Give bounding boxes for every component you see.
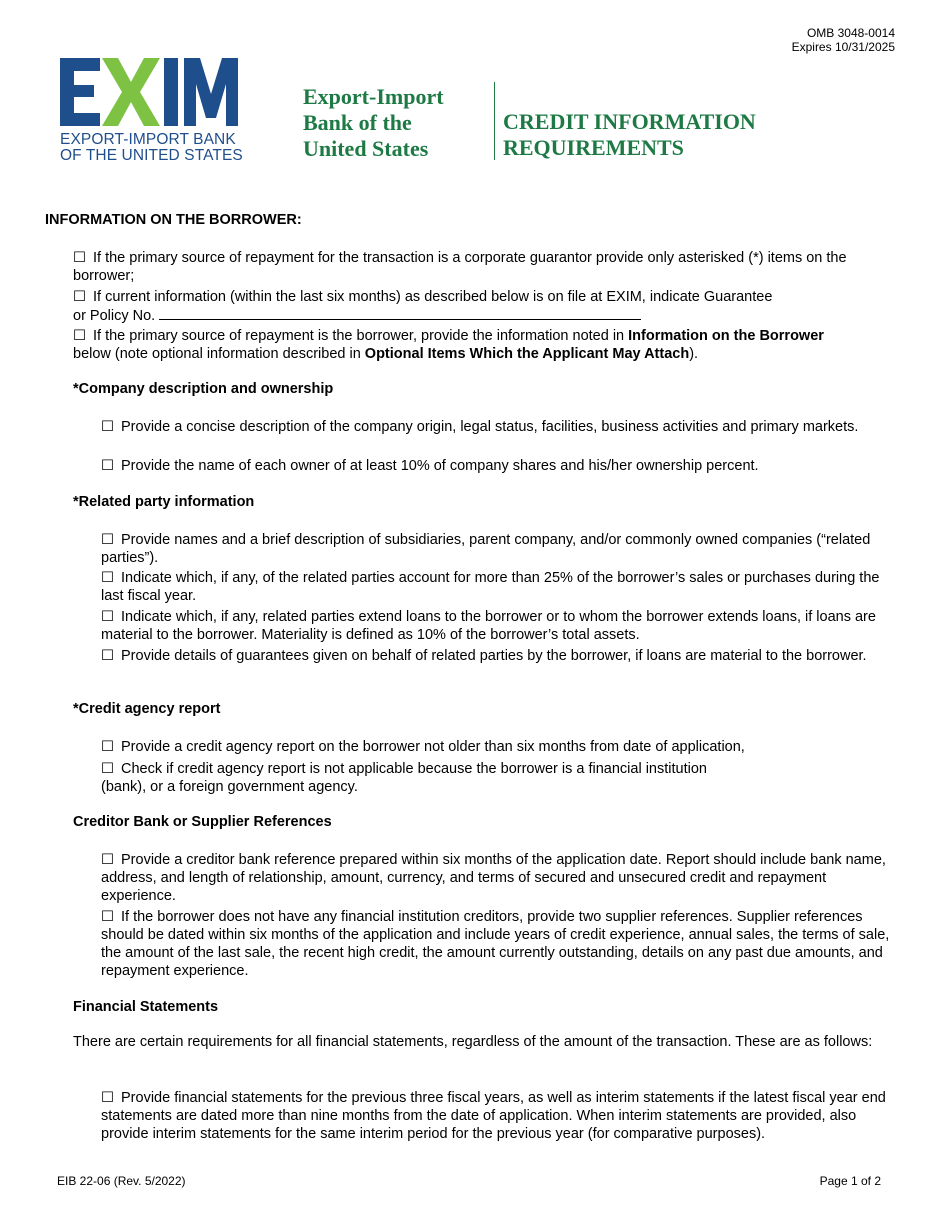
checkbox[interactable]: ☐ bbox=[101, 458, 114, 474]
checkbox[interactable]: ☐ bbox=[101, 419, 114, 435]
option-text: If the primary source of repayment is the borrower, provide the information noted in bbox=[93, 328, 629, 344]
related-item-guarantees bbox=[101, 647, 901, 665]
borrower-option-guarantor bbox=[73, 249, 895, 285]
checkbox[interactable]: ☐ bbox=[101, 609, 114, 625]
item-text: Provide a credit agency report on the borrower not older than six months from date of application, bbox=[121, 739, 745, 755]
omb-number: OMB 3048-0014 bbox=[806, 26, 895, 40]
omb-expiration: Expires 10/31/2025 bbox=[791, 40, 895, 54]
org-line1: Export-Import bbox=[303, 84, 444, 109]
financial-intro: There are certain requirements for all financial statements, regardless of the amount of the transaction. These are as follows: bbox=[73, 1034, 873, 1050]
logo-text-line1: EXPORT-IMPORT BANK bbox=[60, 131, 236, 148]
borrower-option-primary bbox=[73, 327, 895, 363]
page-number: Page 1 of 2 bbox=[819, 1174, 881, 1188]
item-text: Provide a creditor bank reference prepared within six months of the application date. Report should include bank name, address, and length of relationship, amount, currency, and terms of secured and unsecured credit and repayment experience. bbox=[101, 852, 886, 904]
option-text: If the primary source of repayment for the transaction is a corporate guarantor provide only asterisked (*) items on the borrower; bbox=[73, 250, 847, 284]
item-text: Indicate which, if any, of the related parties account for more than 25% of the borrower’s sales or purchases during the last fiscal year. bbox=[101, 570, 880, 604]
checkbox[interactable]: ☐ bbox=[101, 909, 114, 925]
exim-logo-mark bbox=[60, 56, 238, 128]
form-number: EIB 22-06 (Rev. 5/2022) bbox=[57, 1174, 186, 1188]
creditor-heading: Creditor Bank or Supplier References bbox=[73, 814, 332, 830]
policy-number-field[interactable] bbox=[159, 306, 641, 320]
org-line2: Bank of the bbox=[303, 110, 412, 135]
checkbox[interactable]: ☐ bbox=[101, 648, 114, 664]
checkbox-on-file[interactable]: ☐ bbox=[73, 289, 86, 305]
financial-heading: Financial Statements bbox=[73, 999, 219, 1015]
item-text: Provide financial statements for the previous three fiscal years, as well as interim statements if the latest fiscal year end statements are dated more than nine months from the date of application. When interim statements are provided, also provide interim statements for the same interim period for the previous year (for comparative purposes). bbox=[101, 1090, 886, 1142]
logo-text-line2: OF THE UNITED STATES bbox=[60, 147, 243, 164]
related-item-sales bbox=[101, 569, 901, 605]
option-bold-ref: Optional Items Which the Applicant May Attach bbox=[364, 346, 690, 362]
related-party-heading: *Related party information bbox=[73, 494, 255, 510]
related-item-names bbox=[101, 531, 901, 567]
company-item-description bbox=[101, 418, 901, 436]
checkbox[interactable]: ☐ bbox=[101, 739, 114, 755]
item-text: Indicate which, if any, related parties extend loans to the borrower or to whom the borrower extends loans, if loans are material to the borrower. Materiality is defined as 10% of the borrower’s total assets. bbox=[101, 609, 876, 643]
borrower-option-on-file bbox=[73, 288, 895, 325]
creditor-item-bank-reference bbox=[101, 851, 901, 905]
option-bold-ref: Information on the Borrower bbox=[628, 328, 824, 344]
credit-agency-item-not-applicable bbox=[101, 760, 901, 796]
company-item-owners bbox=[101, 457, 901, 475]
policy-number-label: or Policy No. bbox=[73, 308, 156, 324]
checkbox-primary-source[interactable]: ☐ bbox=[73, 328, 86, 344]
checkbox[interactable]: ☐ bbox=[101, 570, 114, 586]
checkbox[interactable]: ☐ bbox=[101, 761, 114, 777]
checkbox[interactable]: ☐ bbox=[101, 1090, 114, 1106]
option-text: ). bbox=[689, 346, 699, 362]
credit-agency-item-report bbox=[101, 738, 901, 756]
checkbox[interactable]: ☐ bbox=[101, 532, 114, 548]
organization-name bbox=[303, 84, 444, 162]
item-text: Provide the name of each owner of at least 10% of company shares and his/her ownership percent. bbox=[121, 458, 759, 474]
item-text: Provide a concise description of the company origin, legal status, facilities, business activities and primary markets. bbox=[121, 419, 859, 435]
company-heading: *Company description and ownership bbox=[73, 381, 334, 397]
title-line2: REQUIREMENTS bbox=[503, 135, 684, 160]
creditor-item-supplier-references bbox=[101, 908, 901, 980]
related-item-loans bbox=[101, 608, 901, 644]
header-divider bbox=[494, 82, 495, 160]
checkbox-guarantor[interactable]: ☐ bbox=[73, 250, 86, 266]
borrower-heading: INFORMATION ON THE BORROWER: bbox=[45, 212, 302, 228]
credit-agency-heading: *Credit agency report bbox=[73, 701, 221, 717]
checkbox[interactable]: ☐ bbox=[101, 852, 114, 868]
financial-item-statements bbox=[101, 1089, 901, 1143]
option-text: below (note optional information described in bbox=[73, 346, 365, 362]
item-text: If the borrower does not have any financial institution creditors, provide two supplier references. Supplier references should be dated within six months of the application and include years of credit experience, annual sales, the terms of sale, the amount of the last sale, the recent high credit, the amount currently outstanding, details on any past due amounts, and repayment experience. bbox=[101, 909, 890, 979]
org-line3: United States bbox=[303, 136, 429, 161]
item-text: (bank), or a foreign government agency. bbox=[101, 779, 358, 795]
document-title bbox=[503, 109, 756, 161]
exim-logo bbox=[60, 56, 243, 164]
title-line1: CREDIT INFORMATION bbox=[503, 109, 756, 134]
item-text: Provide details of guarantees given on behalf of related parties by the borrower, if loans are material to the borrower. bbox=[121, 648, 867, 664]
item-text: Provide names and a brief description of subsidiaries, parent company, and/or commonly owned companies (“related parties”). bbox=[101, 532, 871, 566]
omb-block bbox=[792, 26, 895, 54]
item-text: Check if credit agency report is not applicable because the borrower is a financial institution bbox=[121, 761, 707, 777]
option-text: If current information (within the last six months) as described below is on file at EXIM, indicate Guarantee bbox=[93, 289, 773, 305]
